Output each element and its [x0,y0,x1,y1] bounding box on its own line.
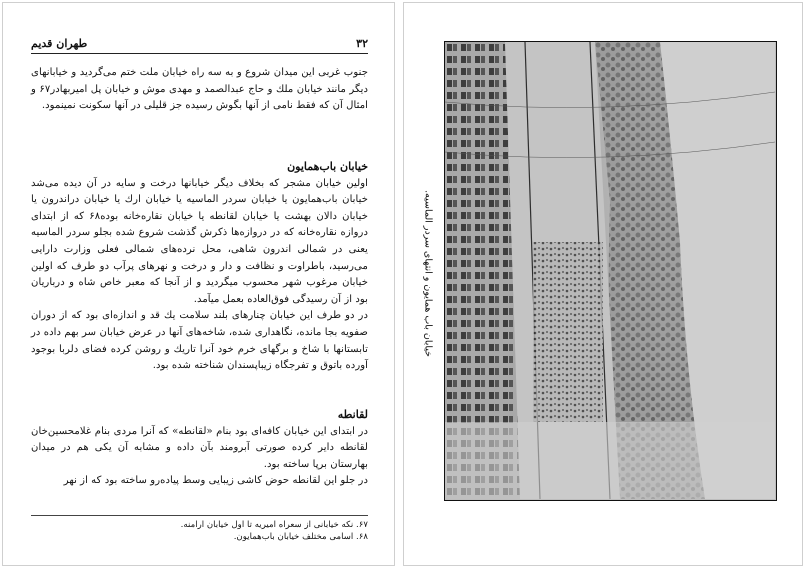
laghaneh-paragraph-2: در جلو این لقانطه حوض کاشی زیبایی وسط پیاده‌رو ساخته بود که از نهر [63,475,368,487]
footnotes [31,515,368,543]
section-heading-laghaneh: لقانطه [337,408,368,421]
right-page [403,2,803,566]
section-heading-babhomayoun: خیابان باب‌همایون [287,160,368,173]
street-photo-illustration [445,42,775,499]
babhomayoun-paragraph-1: اولین خیابان مشجر که بخلاف دیگر خیابانها درخت و سایه در آن دیده می‌شد خیابان باب‌همایون یا خیابان سردر الماسیه یا خیابان ارك یا خیابان دراندرون یا خیابان دالان بهشت یا خیابان لقانطه یا خیابان نقاره‌خانه بوده۶۸ که از ابتدای دروازه نقاره‌خانه که در دروازه‌ها ذکرش گذشت شروع شده بجلو سردر الماسیه یعنی در شمالی اندرون شاهی، محل نرده‌های شمالی فعلی وزارت دارایی می‌رسید، باطراوت و نظافت و دار و درخت و نهرهای پرآب دو طرف که اولین خیابان مرغوب شهر محسوب میگردید و از آنجا که معبر خاص شاه و درباریان بود از آن رسیدگی فوق‌العاده بعمل میآمد. [31,177,368,305]
historic-street-photo [444,41,777,501]
intro-paragraph: جنوب غربی این میدان شروع و به سه راه خیابان ملت ختم می‌گردید و خیابانهای دیگر مانند خیابان ملك و حاج عبدالصمد و مهدی موش و خیابان پل امیربهادر۶۷ و امثال آن که فقط نامی از آنها بگوش رسیده جز قلیلی در آنها سکونت نمینمود. [31,67,368,112]
footnote-68: ۶۸. اسامی مختلف خیابان باب‌همایون. [233,532,368,542]
babhomayoun-paragraph-2: در دو طرف این خیابان چنارهای بلند سلامت یك قد و اندازه‌ای بود که از دوران صفویه بجا مانده، نگاهداری شده، شاخه‌های آنها در عرض خیابان سر بهم داده در تابستانها با شاخ و برگهای خرم خود آنرا تاریك و روشن کرده فضای دلربا بوجود آورده باتوق و تفرجگاه زیباپسندان شناخته شده بود. [31,310,368,372]
section-babhomayoun [31,159,368,375]
laghaneh-paragraph-1: در ابتدای این خیابان کافه‌ای بود بنام «لقانطه» که آنرا مردی بنام غلامحسین‌خان لقانطه دایر کرده صورتی آبرومند بآن داده و مشابه آن یکی هم در میدان بهارستان برپا ساخته بود. [31,425,368,470]
page-number: ۳۲ [356,37,368,50]
footnote-67: ۶۷. نکه خیابانی از سعراه امیریه تا اول خیابان ارامنه. [180,520,368,530]
section-laghaneh [31,407,368,490]
photo-caption: خیابان باب همایون و انتهای سردر الماسیه. [422,189,434,357]
running-title: طهران قدیم [31,37,88,50]
running-header [31,37,368,54]
left-page [2,2,395,566]
intro-paragraph-block [31,65,368,115]
